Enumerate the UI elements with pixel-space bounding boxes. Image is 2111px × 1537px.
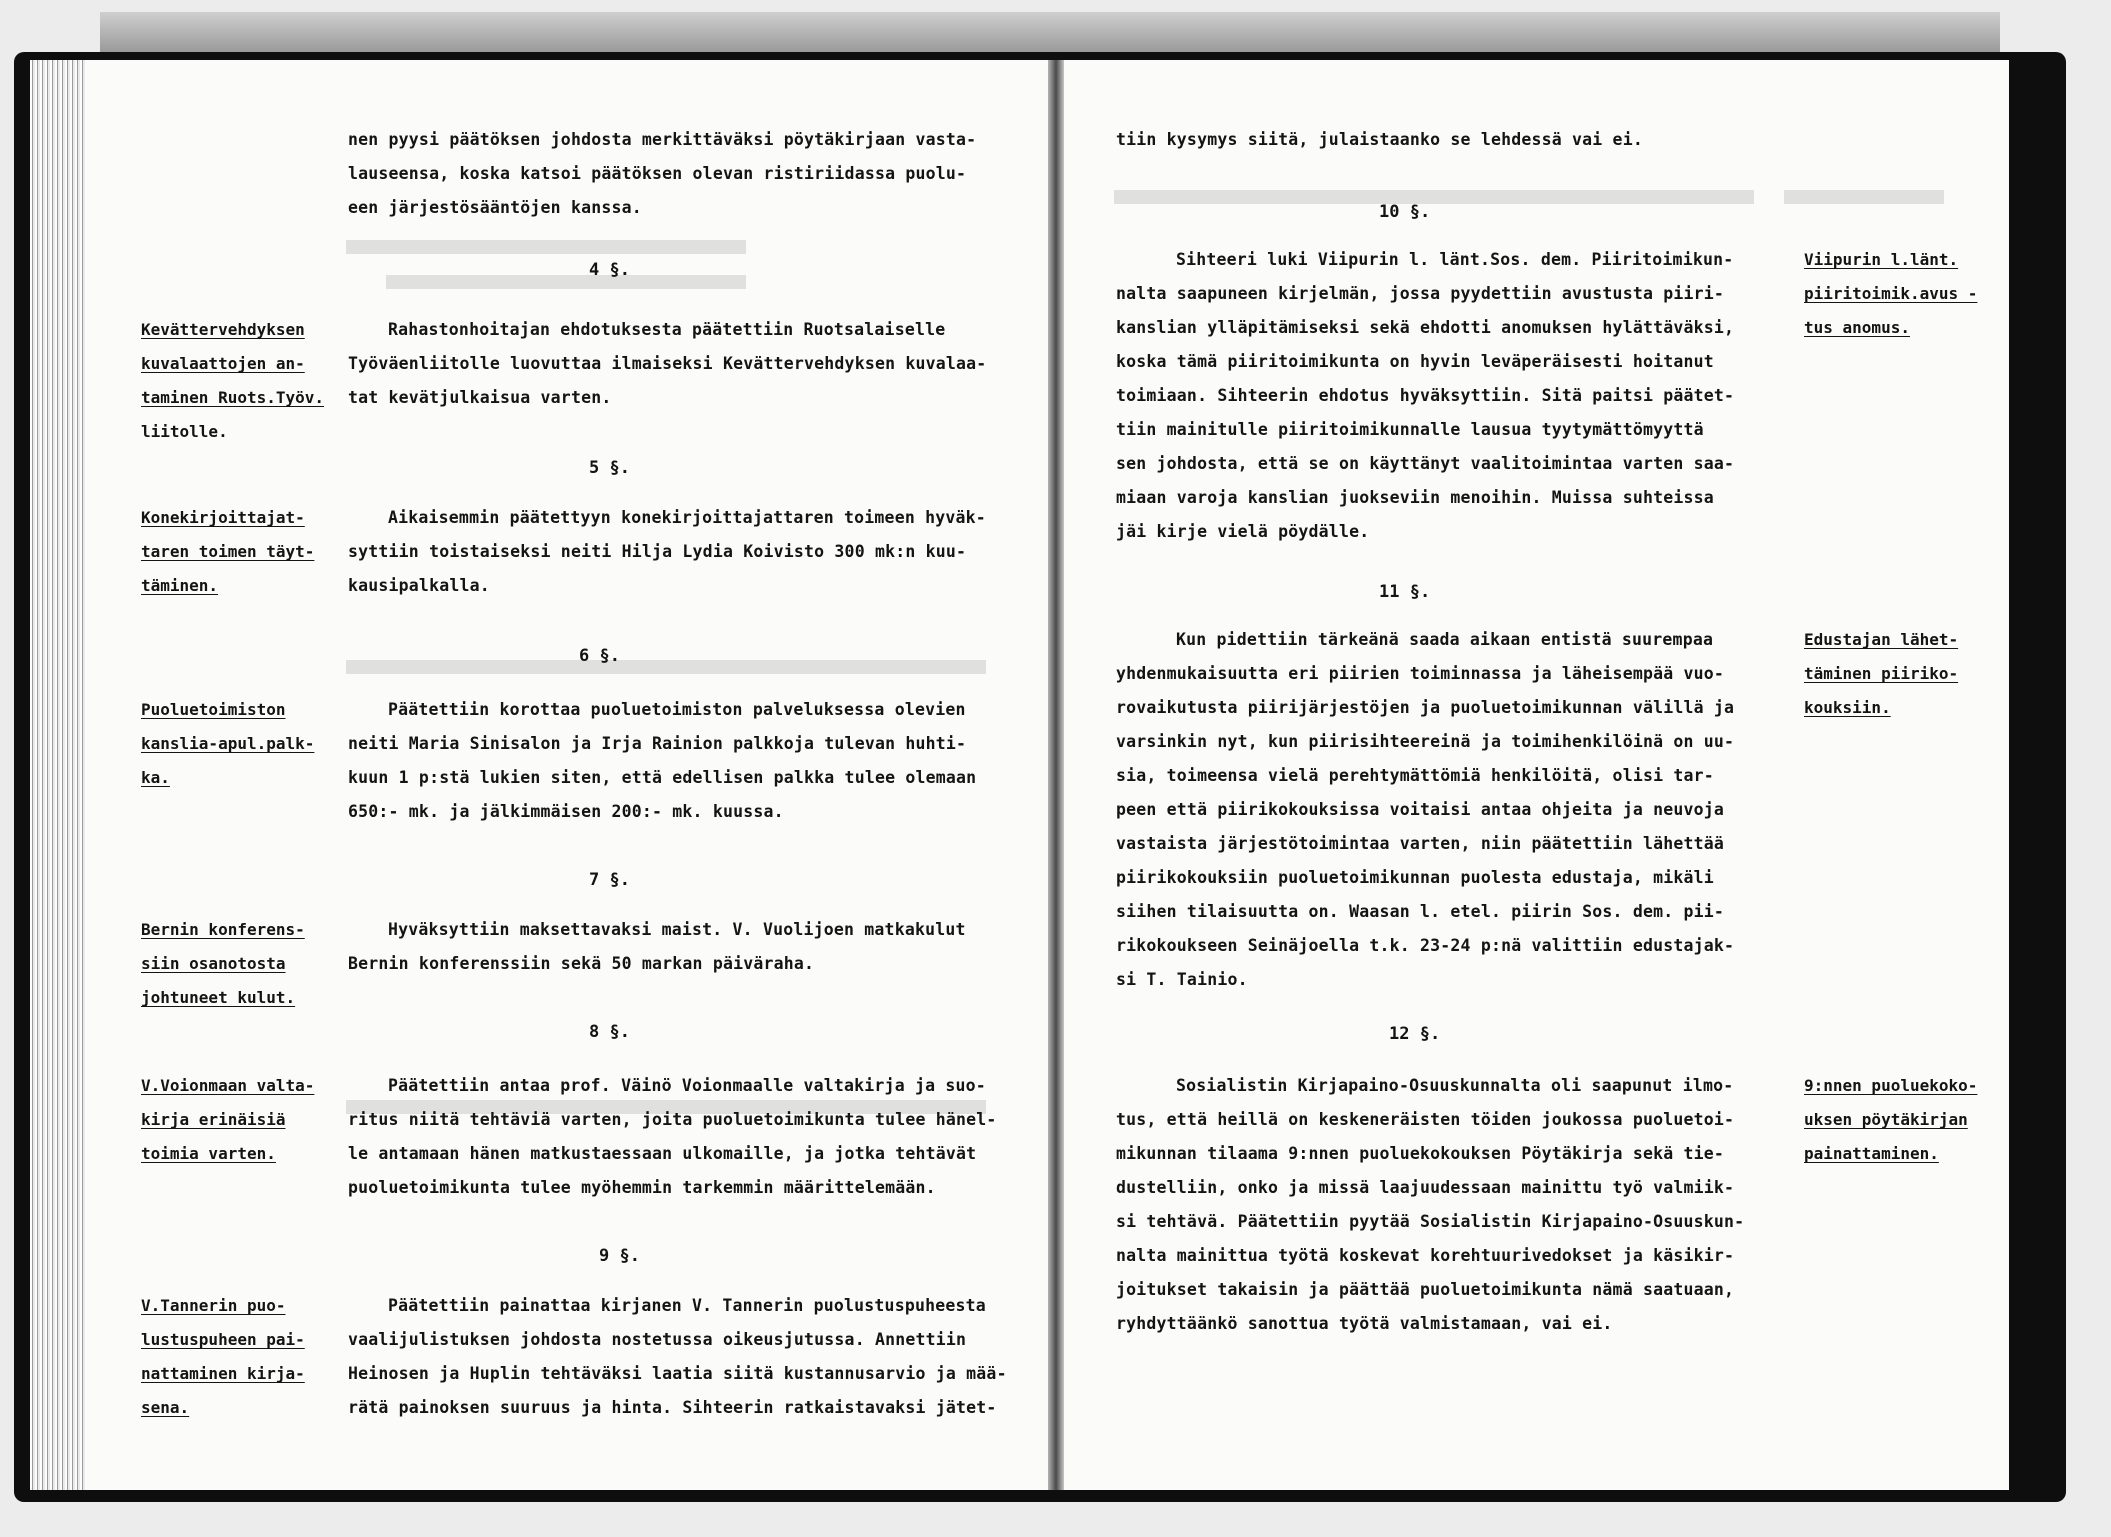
body-line: Työväenliitolle luovuttaa ilmaiseksi Kevättervehdyksen kuvalaa-: [348, 354, 987, 373]
page-stack-edge: [30, 60, 86, 1490]
body-line: syttiin toistaiseksi neiti Hilja Lydia Koivisto 300 mk:n kuu-: [348, 542, 967, 561]
section-number: 4 §.: [589, 260, 630, 280]
margin-note-line: ka.: [141, 768, 170, 787]
margin-note-line: lustuspuheen pai-: [141, 1330, 305, 1349]
body-line: sia, toimeensa vielä perehtymättömiä henkilöitä, olisi tar-: [1116, 766, 1714, 785]
margin-note-line: kanslia-apul.palk-: [141, 734, 315, 753]
section-number: 7 §.: [589, 870, 630, 890]
right-page: [1064, 60, 2009, 1490]
section-number: 9 §.: [599, 1246, 640, 1266]
margin-note-line: johtuneet kulut.: [141, 988, 296, 1007]
body-line: kuun 1 p:stä lukien siten, että edellisen palkka tulee olemaan: [348, 768, 977, 787]
body-line: Kun pidettiin tärkeänä saada aikaan entistä suurempaa: [1176, 630, 1714, 649]
margin-note-line: sena.: [141, 1398, 190, 1417]
body-line: Hyväksyttiin maksettavaksi maist. V. Vuolijoen matkakulut: [388, 920, 966, 939]
body-line: ritus niitä tehtäviä varten, joita puoluetoimikunta tulee hänel-: [348, 1110, 997, 1129]
margin-note-line: Bernin konferens-: [141, 920, 305, 939]
body-line: varsinkin nyt, kun piirisihteereinä ja toimihenkilöinä on uu-: [1116, 732, 1735, 751]
margin-note-line: nattaminen kirja-: [141, 1364, 305, 1383]
body-line: tat kevätjulkaisua varten.: [348, 388, 612, 407]
margin-note-line: Kevättervehdyksen: [141, 320, 305, 339]
body-line: Sosialistin Kirjapaino-Osuuskunnalta oli saapunut ilmo-: [1176, 1076, 1734, 1095]
body-line: sen johdosta, että se on käyttänyt vaalitoimintaa varten saa-: [1116, 454, 1735, 473]
margin-note-line: kouksiin.: [1804, 698, 1891, 717]
margin-note-line: täminen piiriko-: [1804, 664, 1959, 683]
body-line: Päätettiin painattaa kirjanen V. Tannerin puolustuspuheesta: [388, 1296, 986, 1315]
body-line: si T. Tainio.: [1116, 970, 1248, 989]
body-line: Bernin konferenssiin sekä 50 markan päiväraha.: [348, 954, 815, 973]
margin-note-line: Viipurin l.länt.: [1804, 250, 1959, 269]
margin-note-line: V.Tannerin puo-: [141, 1296, 286, 1315]
body-line: een järjestösääntöjen kanssa.: [348, 198, 642, 217]
margin-note-line: kuvalaattojen an-: [141, 354, 305, 373]
body-line: kausipalkalla.: [348, 576, 490, 595]
body-line: miaan varoja kanslian juokseviin menoihin. Muissa suhteissa: [1116, 488, 1714, 507]
body-line: rätä painoksen suuruus ja hinta. Sihteerin ratkaistavaksi jätet-: [348, 1398, 997, 1417]
body-line: Rahastonhoitajan ehdotuksesta päätettiin Ruotsalaiselle: [388, 320, 946, 339]
section-number: 12 §.: [1389, 1024, 1441, 1044]
margin-note-line: toimia varten.: [141, 1144, 276, 1163]
margin-note-line: V.Voionmaan valta-: [141, 1076, 315, 1095]
margin-note-line: taren toimen täyt-: [141, 542, 315, 561]
margin-note-line: kirja erinäisiä: [141, 1110, 286, 1129]
margin-note-line: painattaminen.: [1804, 1144, 1939, 1163]
left-page: [86, 60, 1048, 1490]
body-line: Päätettiin korottaa puoluetoimiston palveluksessa olevien: [388, 700, 966, 719]
body-line: mikunnan tilaama 9:nnen puoluekokouksen Pöytäkirja sekä tie-: [1116, 1144, 1725, 1163]
body-line: Sihteeri luki Viipurin l. länt.Sos. dem. Piiritoimikun-: [1176, 250, 1734, 269]
body-line: lauseensa, koska katsoi päätöksen olevan ristiriidassa puolu-: [348, 164, 967, 183]
scanner-top-edge: [100, 12, 2000, 52]
body-line: ryhdyttäänkö sanottua työtä valmistamaan, vai ei.: [1116, 1314, 1613, 1333]
body-line: jäi kirje vielä pöydälle.: [1116, 522, 1370, 541]
body-line: tiin kysymys siitä, julaistaanko se lehdessä vai ei.: [1116, 130, 1643, 149]
margin-note-line: tus anomus.: [1804, 318, 1910, 337]
body-line: siihen tilaisuutta on. Waasan l. etel. piirin Sos. dem. pii-: [1116, 902, 1725, 921]
body-line: le antamaan hänen matkustaessaan ulkomaille, ja jotka tehtävät: [348, 1144, 977, 1163]
book-gutter: [1048, 60, 1064, 1490]
body-line: si tehtävä. Päätettiin pyytää Sosialistin Kirjapaino-Osuuskun-: [1116, 1212, 1745, 1231]
section-number: 10 §.: [1379, 202, 1431, 222]
body-line: nalta mainittua työtä koskevat korehtuurivedokset ja käsikir-: [1116, 1246, 1735, 1265]
body-line: kanslian ylläpitämiseksi sekä ehdotti anomuksen hylättäväksi,: [1116, 318, 1735, 337]
body-line: tus, että heillä on keskeneräisten töiden joukossa puoluetoi-: [1116, 1110, 1735, 1129]
margin-note-line: täminen.: [141, 576, 219, 595]
margin-note-line: Edustajan lähet-: [1804, 630, 1959, 649]
body-line: Aikaisemmin päätettyyn konekirjoittajattaren toimeen hyväk-: [388, 508, 986, 527]
margin-note-line: taminen Ruots.Työv.: [141, 388, 325, 407]
body-line: dustelliin, onko ja missä laajuudessaan mainittu työ valmiik-: [1116, 1178, 1735, 1197]
body-line: vastaista järjestötoimintaa varten, niin päätettiin lähettää: [1116, 834, 1725, 853]
body-line: 650:- mk. ja jälkimmäisen 200:- mk. kuussa.: [348, 802, 784, 821]
body-line: yhdenmukaisuutta eri piirien toiminnassa ja läheisempää vuo-: [1116, 664, 1725, 683]
margin-note-line: piiritoimik.avus -: [1804, 284, 1978, 303]
margin-note-line: 9:nnen puoluekoko-: [1804, 1076, 1978, 1095]
section-number: 5 §.: [589, 458, 630, 478]
section-number: 6 §.: [579, 646, 620, 666]
body-line: vaalijulistuksen johdosta nostetussa oikeusjutussa. Annettiin: [348, 1330, 967, 1349]
body-line: puoluetoimikunta tulee myöhemmin tarkemmin määrittelemään.: [348, 1178, 936, 1197]
margin-note-line: liitolle.: [141, 422, 228, 441]
body-line: rovaikutusta piirijärjestöjen ja puoluetoimikunnan välillä ja: [1116, 698, 1735, 717]
body-line: tiin mainitulle piiritoimikunnalle lausua tyytymättömyyttä: [1116, 420, 1704, 439]
body-line: peen että piirikokouksissa voitaisi antaa ohjeita ja neuvoja: [1116, 800, 1725, 819]
body-line: Päätettiin antaa prof. Väinö Voionmaalle valtakirja ja suo-: [388, 1076, 986, 1095]
body-line: koska tämä piiritoimikunta on hyvin leväperäisesti hoitanut: [1116, 352, 1714, 371]
body-line: toimiaan. Sihteerin ehdotus hyväksyttiin. Sitä paitsi päätet-: [1116, 386, 1735, 405]
body-line: piirikokouksiin puoluetoimikunnan puolesta edustaja, mikäli: [1116, 868, 1714, 887]
body-line: neiti Maria Sinisalon ja Irja Rainion palkkoja tulevan huhti-: [348, 734, 967, 753]
margin-note-line: uksen pöytäkirjan: [1804, 1110, 1968, 1129]
body-line: nalta saapuneen kirjelmän, jossa pyydettiin avustusta piiri-: [1116, 284, 1725, 303]
body-line: rikokoukseen Seinäjoella t.k. 23-24 p:nä valittiin edustajak-: [1116, 936, 1735, 955]
body-line: Heinosen ja Huplin tehtäväksi laatia siitä kustannusarvio ja mää-: [348, 1364, 1007, 1383]
body-line: nen pyysi päätöksen johdosta merkittäväksi pöytäkirjaan vasta-: [348, 130, 977, 149]
margin-note-line: Konekirjoittajat-: [141, 508, 305, 527]
margin-note-line: siin osanotosta: [141, 954, 286, 973]
section-number: 11 §.: [1379, 582, 1431, 602]
margin-note-line: Puoluetoimiston: [141, 700, 286, 719]
section-number: 8 §.: [589, 1022, 630, 1042]
body-line: joitukset takaisin ja päättää puoluetoimikunta nämä saatuaan,: [1116, 1280, 1735, 1299]
